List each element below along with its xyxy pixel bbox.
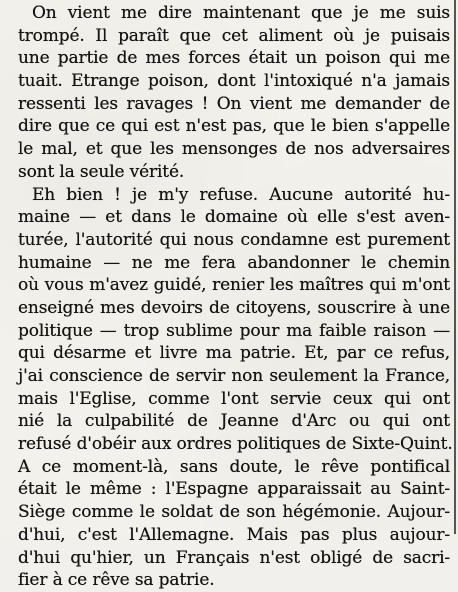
text-line: le mal, et que les mensonges de nos adversaires [18,139,450,160]
text-line: était le même : l'Espagne apparaissait au Saint- [18,479,450,500]
text-line: mais l'Eglise, comme l'ont servie ceux qui ont [18,388,450,409]
text-line: Eh bien ! je m'y refuse. Aucune autorité hu- [32,184,450,205]
text-line: où vous m'avez guidé, renier les maîtres qui m'ont [18,275,450,296]
text-line: tuait. Etrange poison, dont l'intoxiqué n'a jamais [18,71,450,92]
text-line: sont la seule vérité. [18,161,185,182]
paragraph-2 [18,184,453,592]
text-line: d'hui qu'hier, un Français n'est obligé de sacri- [18,547,450,568]
text-line: j'ai conscience de servir non seulement la France, [18,366,450,386]
text-line: turée, l'autorité qui nous condamne est purement [18,229,450,250]
text-line: nié la culpabilité de Jeanne d'Arc ou qui ont [18,411,450,432]
column-rule [454,0,456,534]
text-line: dire que ce qui est n'est pas, que le bien s'appelle [18,116,450,137]
text-line: qui désarme et livre ma patrie. Et, par ce refus, [18,343,450,364]
text-line: d'hui, c'est l'Allemagne. Mais pas plus aujour- [18,524,450,545]
text-line: On vient me dire maintenant que je me suis [32,3,450,23]
text-line: maine — et dans le domaine où elle s'est aven- [18,207,450,228]
paragraph-1 [18,2,450,184]
text-line: refusé d'obéir aux ordres politiques de Sixte-Quint. [18,434,453,455]
text-line: enseigné mes devoirs de citoyens, souscrire à une [18,297,450,318]
text-line: fier à ce rêve sa patrie. [18,570,215,591]
text-line: Siège comme le soldat de son hégémonie. Aujour- [18,502,450,523]
text-line: humaine — ne me fera abandonner le chemin [18,252,450,273]
text-line: politique — trop sublime pour ma faible raison — [18,320,450,341]
text-line: trompé. Il paraît que cet aliment où je puisais [18,25,450,46]
text-line: ressenti les ravages ! On vient me demander de [18,93,450,114]
text-line: une partie de mes forces était un poison qui me [18,48,450,69]
text-line: A ce moment-là, sans doute, le rêve pontifical [18,456,450,477]
